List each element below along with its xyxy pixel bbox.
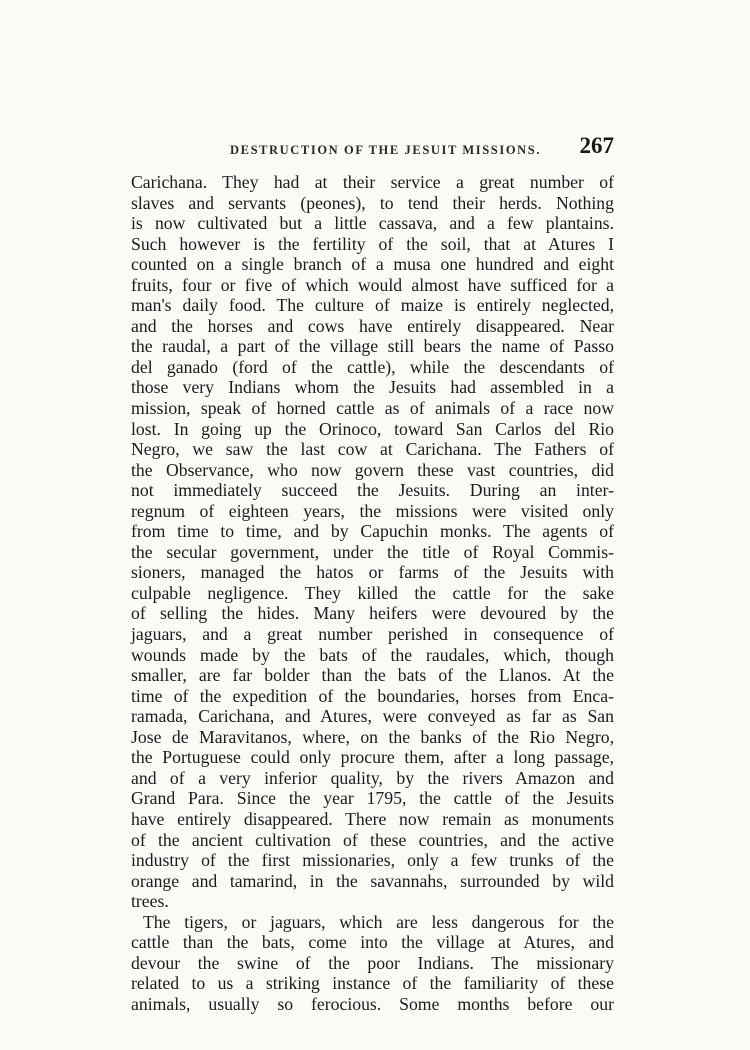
text-line: jaguars, and a great number perished in consequence of [131,624,614,645]
text-line: Negro, we saw the last cow at Carichana. The Fathers of [131,439,614,460]
text-line: regnum of eighteen years, the missions were visited only [131,500,614,521]
text-line: not immediately succeed the Jesuits. During an inter- [131,480,614,501]
running-head [130,133,614,163]
text-line: mission, speak of horned cattle as of animals of a race now [131,398,614,419]
text-line: smaller, are far bolder than the bats of the Llanos. At the [131,665,614,686]
text-line: trees. [131,891,169,912]
text-line: slaves and servants (peones), to tend their herds. Nothing [131,192,614,213]
text-line: counted on a single branch of a musa one hundred and eight [131,254,614,275]
text-line: culpable negligence. They killed the cattle for the sake [131,582,614,603]
text-line: wounds made by the bats of the raudales, which, though [131,644,614,665]
text-line: del ganado (ford of the cattle), while the descendants of [131,356,614,377]
text-line: lost. In going up the Orinoco, toward San Carlos del Rio [131,418,614,439]
text-line: and of a very inferior quality, by the rivers Amazon and [131,767,614,788]
text-line: animals, usually so ferocious. Some months before our [131,993,614,1014]
text-line: from time to time, and by Capuchin monks. The agents of [131,521,614,542]
running-title: DESTRUCTION OF THE JESUIT MISSIONS. [230,143,542,157]
text-line: industry of the first missionaries, only a few trunks of the [131,850,614,871]
text-line: cattle than the bats, come into the village at Atures, and [131,932,614,953]
text-line: orange and tamarind, in the savannahs, surrounded by wild [131,870,614,891]
text-line: sioners, managed the hatos or farms of the Jesuits with [131,562,614,583]
text-line: Carichana. They had at their service a great number of [131,172,614,192]
text-line: related to us a striking instance of the familiarity of these [131,973,614,994]
text-line: Grand Para. Since the year 1795, the cattle of the Jesuits [131,788,614,809]
text-line: ramada, Carichana, and Atures, were conveyed as far as San [131,706,614,727]
text-line: the Portuguese could only procure them, after a long passage, [131,747,614,768]
text-line: is now cultivated but a little cassava, and a few plantains. [131,213,614,234]
text-line: Jose de Maravitanos, where, on the banks of the Rio Negro, [131,726,614,747]
page-number: 267 [579,133,614,158]
text-line: time of the expedition of the boundaries, horses from Enca- [131,685,614,706]
text-line: of selling the hides. Many heifers were devoured by the [131,603,614,624]
text-line: the secular government, under the title of Royal Commis- [131,541,614,562]
body-text [131,172,614,1014]
text-line: those very Indians whom the Jesuits had assembled in a [131,377,614,398]
text-line: man's daily food. The culture of maize is entirely neglected, [131,295,614,316]
text-line: Such however is the fertility of the soil, that at Atures I [131,233,614,254]
text-line: fruits, four or five of which would almost have sufficed for a [131,274,614,295]
text-line: of the ancient cultivation of these countries, and the active [131,829,614,850]
text-line: The tigers, or jaguars, which are less dangerous for the [143,911,614,932]
text-line: the Observance, who now govern these vast countries, did [131,459,614,480]
text-line: the raudal, a part of the village still bears the name of Passo [131,336,614,357]
text-line: devour the swine of the poor Indians. The missionary [131,952,614,973]
text-line: and the horses and cows have entirely disappeared. Near [131,315,614,336]
text-line: have entirely disappeared. There now remain as monuments [131,808,614,829]
